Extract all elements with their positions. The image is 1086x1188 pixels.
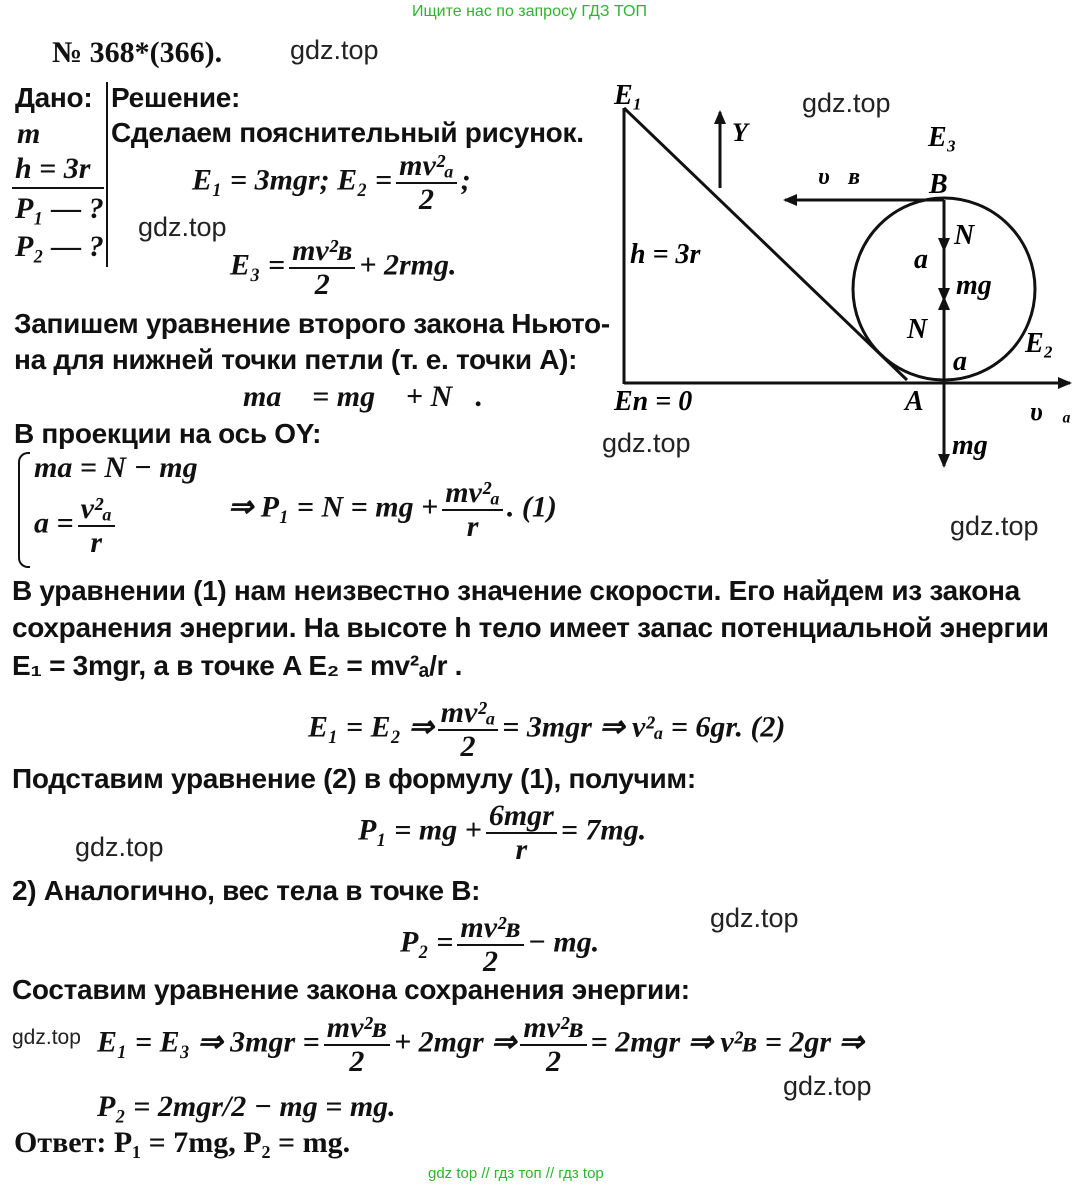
equation-energies: E₁ = 3mgr; E₂ = $\frac{\text{mv²ₐ}}{2}$ ; xyxy=(192,149,471,216)
label-n-bottom: N⃗ xyxy=(907,314,949,345)
watermark: gdz.top xyxy=(75,832,164,862)
system-eq2: a = $\frac{\text{v²ₐ}}{r}$ xyxy=(34,493,119,558)
label-y: Y xyxy=(732,118,748,147)
equation-newton: ma⃗ = mg⃗ + N⃗. xyxy=(243,380,484,413)
equation-energy-chain: E₁ = E₃ ⇒ 3mgr = $\frac{\text{mv²ʙ}}{2}$ + 2mgr ⇒ $\frac{\text{mv²ʙ}}{2}$ = 2mgr ⇒ v²ʙ = 2gr ⇒ xyxy=(97,1011,864,1078)
label-en: Eп = 0 xyxy=(614,386,693,417)
label-e2: E₂ xyxy=(1025,328,1054,359)
solution-label: Решение: xyxy=(111,82,241,113)
watermark: gdz.top xyxy=(602,428,691,458)
watermark: gdz.top xyxy=(802,88,891,118)
label-a-bottom: a⃗ xyxy=(953,346,989,377)
equation-2: E₁ = E₂ ⇒ $\frac{\text{mv²ₐ}}{2}$ = 3mgr ⇒ v²ₐ = 6gr. (2) xyxy=(308,696,786,763)
watermark: gdz.top xyxy=(290,35,379,65)
label-e1: E₁ xyxy=(614,80,643,111)
equation-p1-general: ⇒ P₁ = N = mg + $\frac{\text{mv²ₐ}}{r}$ . (1) xyxy=(228,476,557,543)
equation-p2: P₂ = $\frac{\text{mv²ʙ}}{2}$ − mg. xyxy=(400,911,600,978)
system-eq1: ma = N − mg xyxy=(34,451,198,484)
label-n-top: N⃗ xyxy=(954,220,996,251)
text-line: E₁ = 3mgr, а в точке A E₂ = mv²ₐ/r . xyxy=(12,650,463,681)
footer-links[interactable]: gdz top // гдз топ // гдз top xyxy=(428,1165,604,1182)
text-line: Запишем уравнение второго закона Ньюто- xyxy=(14,308,610,339)
text-line: В уравнении (1) нам неизвестно значение скорости. Его найдем из закона xyxy=(12,575,1020,606)
label-mg-bottom: mg⃗ xyxy=(952,430,1010,461)
watermark: gdz.top xyxy=(12,1026,81,1049)
label-mg-top: mg⃗ xyxy=(956,270,1014,301)
text-line: 2) Аналогично, вес тела в точке B: xyxy=(12,875,481,906)
answer: Ответ: P₁ = 7mg, P₂ = mg. xyxy=(14,1126,351,1159)
solution-intro: Сделаем пояснительный рисунок. xyxy=(111,117,584,148)
label-point-a: A xyxy=(905,386,924,417)
text-line: на для нижней точки петли (т. е. точки A): xyxy=(14,344,578,375)
watermark: gdz.top xyxy=(138,212,227,242)
given-label: Дано: xyxy=(15,82,93,113)
given-item: h = 3r xyxy=(15,152,91,185)
label-h: h = 3r xyxy=(630,239,701,270)
text-line: Подставим уравнение (2) в формулу (1), получим: xyxy=(12,763,696,794)
given-item: m xyxy=(17,117,41,150)
label-vb: υ⃗ʙ xyxy=(818,164,861,190)
equation-e3: E₃ = $\frac{\text{mv²ʙ}}{2}$ + 2rmg. xyxy=(230,234,457,301)
label-b: B xyxy=(929,169,948,200)
label-e3: E₃ xyxy=(928,122,957,153)
text-line: В проекции на ось OY: xyxy=(14,418,322,449)
watermark: gdz.top xyxy=(783,1071,872,1101)
watermark: gdz.top xyxy=(710,903,799,933)
given-item: P₁ — ? xyxy=(15,192,104,225)
label-va: υ⃗ₐ xyxy=(1030,397,1071,426)
given-item: P₂ — ? xyxy=(15,230,104,263)
label-a-top: a⃗ xyxy=(914,244,950,275)
text-line: сохранения энергии. На высоте h тело имеет запас потенциальной энергии xyxy=(12,612,1049,643)
equation-p2-final: P₂ = 2mgr/2 − mg = mg. xyxy=(97,1090,396,1123)
equation-p1: P₁ = mg + $\frac{\text{6mgr}}{r}$ = 7mg. xyxy=(358,799,647,866)
problem-title: № 368*(366). xyxy=(52,36,223,69)
text-line: Составим уравнение закона сохранения энергии: xyxy=(12,974,690,1005)
search-hint: Ищите нас по запросу ГДЗ ТОП xyxy=(412,3,647,20)
watermark: gdz.top xyxy=(950,511,1039,541)
